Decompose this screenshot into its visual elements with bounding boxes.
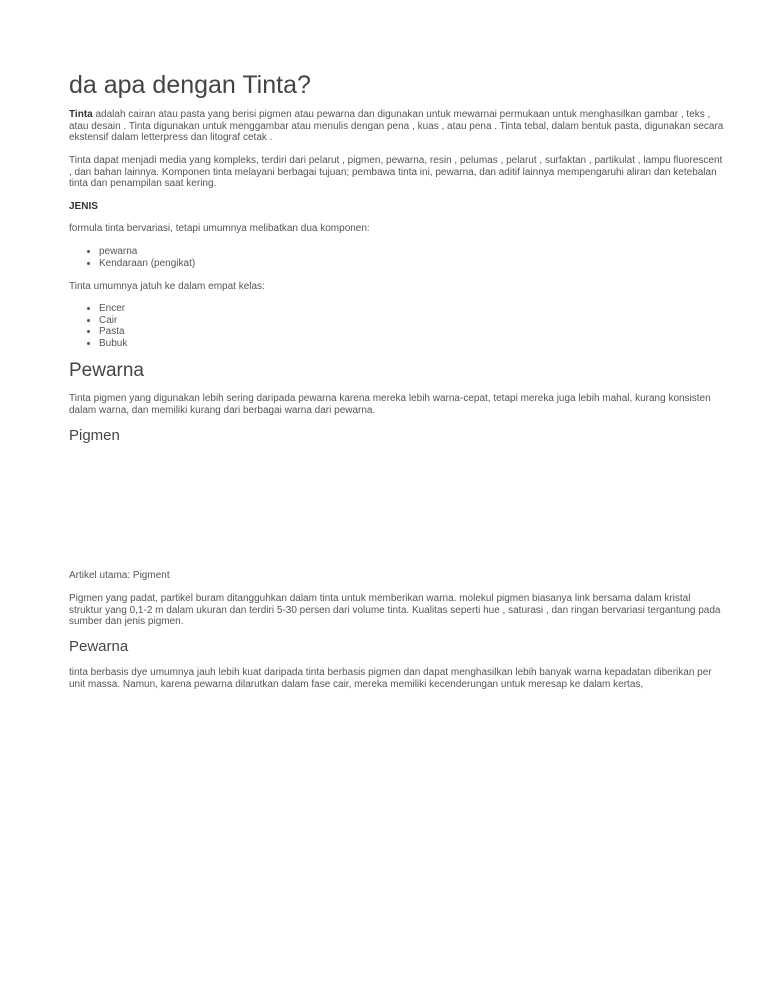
- list-item: • Encer: [99, 303, 127, 315]
- list-item: • Kendaraan (pengikat): [99, 258, 195, 270]
- list-item: • pewarna: [99, 246, 195, 258]
- main-article-note: Artikel utama: Pigment: [69, 570, 170, 581]
- intro-text: adalah cairan atau pasta yang berisi pigmen atau pewarna dan digunakan untuk mewarnai permukaan untuk menghasilkan gambar , teks , atau desain . Tinta digunakan untuk menggambar atau menulis dengan pena , kuas , atau pena . Tinta tebal, dalam bentuk pasta, digunakan secara ekstensif dalam letterpress dan litograf cetak .: [69, 109, 724, 144]
- pigmen-paragraph: Pigmen yang padat, partikel buram ditangguhkan dalam tinta untuk memberikan warna. molekul pigmen biasanya link bersama dalam kristal struktur yang 0,1-2 m dalam ukuran dan terdiri 5-30 persen dari volume tinta. Kualitas seperti hue , saturasi , dan ringan bervariasi tergantung pada sumber dan jenis pigmen.: [69, 593, 721, 628]
- section-heading-pewarna: Pewarna: [69, 360, 144, 381]
- classes-intro-paragraph: Tinta umumnya jatuh ke dalam empat kelas:: [69, 281, 265, 292]
- section-heading-pewarna-2: Pewarna: [69, 638, 129, 655]
- jenis-label: JENIS: [69, 201, 98, 212]
- page-title: da apa dengan Tinta?: [69, 71, 311, 99]
- pewarna-paragraph: Tinta pigmen yang digunakan lebih sering daripada pewarna karena mereka lebih warna-cepat, tetapi mereka juga lebih mahal, kurang konsisten dalam warna, dan memiliki kurang dari berbagai warna dari pewarna.: [69, 393, 711, 416]
- composition-paragraph: Tinta dapat menjadi media yang kompleks, terdiri dari pelarut , pigmen, pewarna, resin , pelumas , pelarut , surfaktan , partikulat , lampu fluorescent , dan bahan lainnya. Komponen tinta melayani berbagai tujuan; pembawa tinta ini, pewarna, dan aditif lainnya mempengaruhi aliran dan ketebalan tinta dan penampilan saat kering.: [69, 155, 723, 190]
- intro-paragraph: [69, 109, 725, 144]
- components-list: [69, 246, 195, 269]
- intro-term: Tinta: [69, 109, 93, 120]
- list-item: • Pasta: [99, 326, 127, 338]
- formula-paragraph: formula tinta bervariasi, tetapi umumnya melibatkan dua komponen:: [69, 223, 370, 234]
- list-item: • Cair: [99, 315, 127, 327]
- image-placeholder: [69, 452, 725, 562]
- section-heading-pigmen: Pigmen: [69, 427, 120, 444]
- pewarna2-paragraph: tinta berbasis dye umumnya jauh lebih kuat daripada tinta berbasis pigmen dan dapat menghasilkan lebih banyak warna kepadatan diberikan per unit massa. Namun, karena pewarna dilarutkan dalam fase cair, mereka memiliki kecenderungan untuk meresap ke dalam kertas,: [69, 667, 712, 690]
- list-item: • Bubuk: [99, 338, 127, 350]
- classes-list: [69, 303, 127, 349]
